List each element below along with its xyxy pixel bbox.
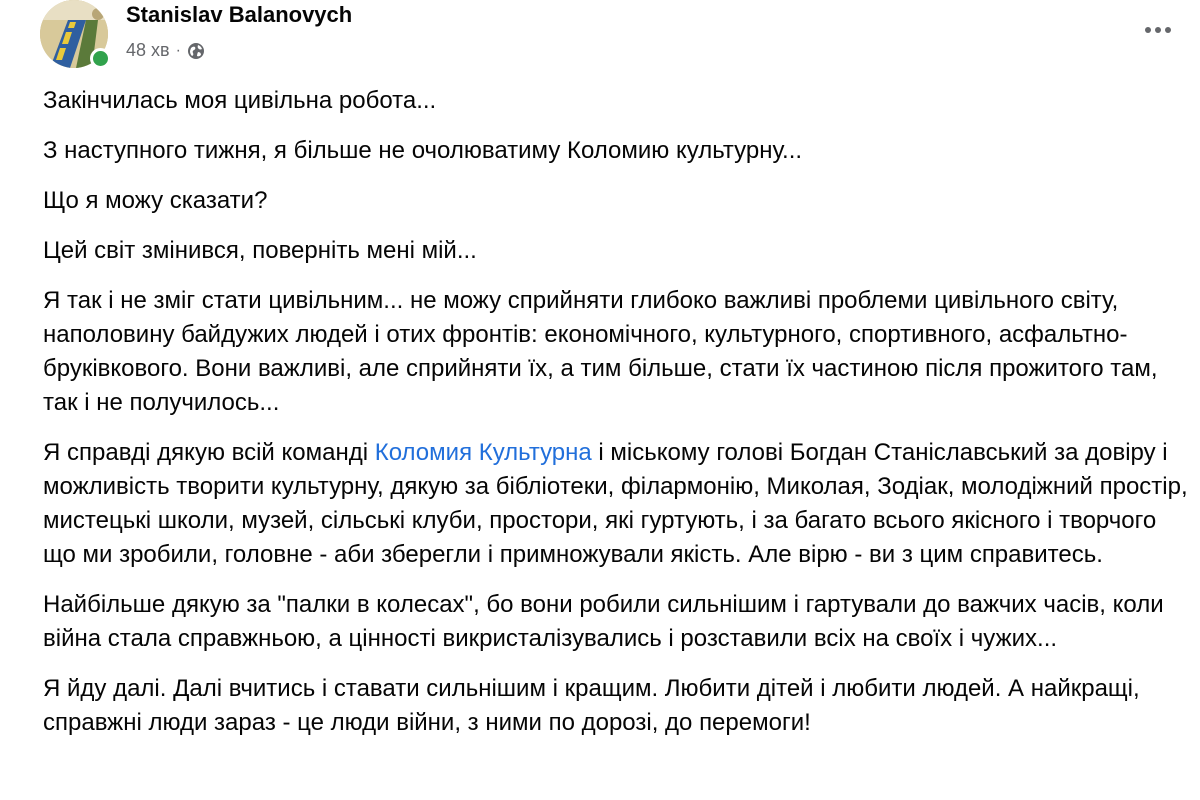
post-paragraph-2: З наступного тижня, я більше не очолюватиму Коломию культурну...: [43, 137, 803, 164]
paragraph-6-text-after: і міському голові Богдан Станіславський за довіру і можливість творити культурну, дякую за бібліотеки, філармонію, Миколая, Зодіак, молодіжний простір, мистецькі школи, музей, сільські клуби, простори, які гуртують, і за багато всього якісного і творчого що ми зробили, головне - аби зберегли і примножували якість. Але вірю - ви з цим справитесь.: [43, 439, 1188, 568]
meta-separator: ·: [175, 41, 181, 59]
post-paragraph-1: Закінчилась моя цивільна робота...: [43, 87, 437, 114]
more-options-button[interactable]: [1138, 14, 1178, 46]
post-body: [43, 84, 1193, 756]
post-paragraph-7: Найбільше дякую за "палки в колесах", бо вони робили сильнішим і гартували до важчих часів, коли війна стала справжньою, а цінності викристалізувались і розставили всіх на своїх і чужих...: [43, 591, 1164, 652]
author-name[interactable]: Stanislav Balanovych: [126, 2, 353, 27]
post-time[interactable]: 48 хв: [126, 40, 170, 60]
post-meta: [126, 40, 205, 61]
more-options-icon: [1145, 27, 1171, 33]
post-paragraph-6: [43, 436, 1193, 572]
post-paragraph-3: Що я можу сказати?: [43, 187, 268, 214]
globe-icon[interactable]: [187, 42, 205, 60]
online-status-indicator: [90, 48, 111, 69]
paragraph-6-text-before: Я справді дякую всій команді: [43, 439, 375, 466]
post-header: [40, 0, 1190, 80]
post-paragraph-5: Я так і не зміг стати цивільним... не можу сприйняти глибоко важливі проблеми цивільного світу, наполовину байдужих людей і отих фронтів: економічного, культурного, спортивного, асфальтно-бруківкового. Вони важливі, але сприйняти їх, а тим більше, стати їх частиною після прожитого там, так і не получилось...: [43, 287, 1158, 416]
post-paragraph-8: Я йду далі. Далі вчитись і ставати сильнішим і кращим. Любити дітей і любити людей. А найкращі, справжні люди зараз - це люди війни, з ними по дорозі, до перемоги!: [43, 675, 1140, 736]
post-paragraph-4: Цей світ змінився, поверніть мені мій...: [43, 237, 477, 264]
kolomyia-kulturna-link[interactable]: Коломия Культурна: [374, 439, 592, 466]
